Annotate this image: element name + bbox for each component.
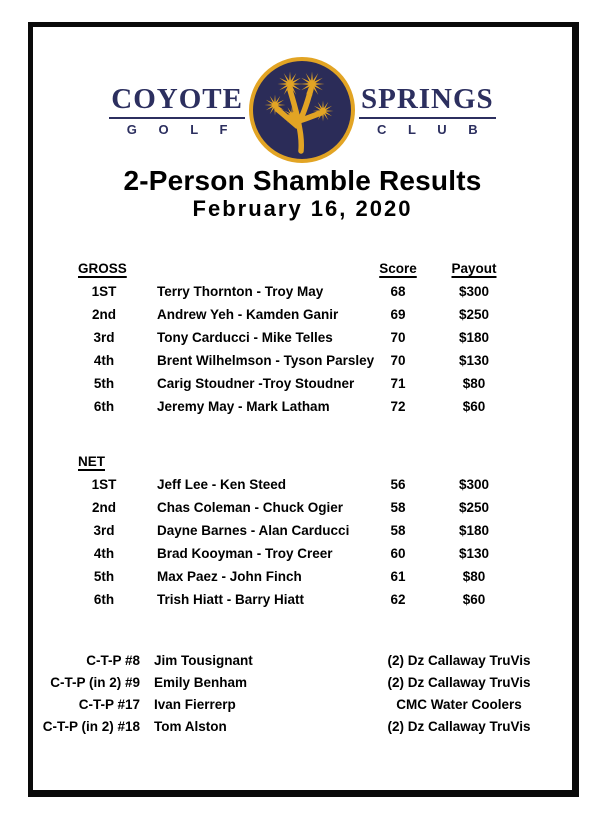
- team-cell: Trish Hiatt - Barry Hiatt: [157, 592, 305, 607]
- score-cell: 62: [390, 592, 406, 607]
- column-header-score: Score: [379, 261, 417, 276]
- score-cell: 71: [390, 376, 406, 391]
- team-cell: Andrew Yeh - Kamden Ganir: [157, 307, 339, 322]
- rank-cell: 1ST: [91, 477, 117, 492]
- section-label-net: NET: [78, 454, 105, 469]
- result-row: [33, 280, 572, 303]
- payout-cell: $250: [458, 307, 490, 322]
- rank-cell: 5th: [93, 376, 115, 391]
- ctp-row: [33, 715, 572, 737]
- score-cell: 61: [390, 569, 406, 584]
- logo-springs-text: SPRINGS: [359, 85, 496, 119]
- page-title: 2-Person Shamble Results: [123, 165, 482, 196]
- rank-cell: 5th: [93, 569, 115, 584]
- document-frame: [28, 22, 579, 797]
- ctp-row: [33, 693, 572, 715]
- team-cell: Terry Thornton - Troy May: [157, 284, 324, 299]
- logo-club-text: C L U B: [376, 121, 487, 137]
- ctp-label: C-T-P #17: [78, 696, 140, 712]
- rank-cell: 6th: [93, 592, 115, 607]
- result-row: [33, 349, 572, 372]
- ctp-label: C-T-P #8: [86, 652, 140, 668]
- team-cell: Jeremy May - Mark Latham: [157, 399, 330, 414]
- rank-cell: 3rd: [93, 523, 115, 538]
- rank-cell: 1ST: [91, 284, 117, 299]
- ctp-prize: (2) Dz Callaway TruVis: [387, 718, 531, 734]
- rank-cell: 2nd: [91, 307, 116, 322]
- ctp-label: C-T-P (in 2) #9: [50, 674, 140, 690]
- payout-cell: $130: [458, 353, 490, 368]
- rank-cell: 4th: [93, 353, 115, 368]
- team-cell: Brad Kooyman - Troy Creer: [157, 546, 333, 561]
- payout-cell: $300: [458, 477, 490, 492]
- payout-cell: $80: [462, 569, 486, 584]
- score-cell: 69: [390, 307, 406, 322]
- payout-cell: $180: [458, 330, 490, 345]
- result-row: [33, 473, 572, 496]
- result-row: [33, 303, 572, 326]
- team-cell: Chas Coleman - Chuck Ogier: [157, 500, 344, 515]
- section-label-gross: GROSS: [78, 261, 127, 276]
- score-cell: 70: [390, 330, 406, 345]
- result-row: [33, 395, 572, 418]
- ctp-section: [33, 649, 572, 737]
- ctp-player: Emily Benham: [154, 674, 248, 690]
- payout-cell: $250: [458, 500, 490, 515]
- team-cell: Tony Carducci - Mike Telles: [157, 330, 333, 345]
- ctp-prize: (2) Dz Callaway TruVis: [387, 674, 531, 690]
- result-row: [33, 326, 572, 349]
- team-cell: Brent Wilhelmson - Tyson Parsley: [157, 353, 375, 368]
- score-cell: 68: [390, 284, 406, 299]
- rank-cell: 2nd: [91, 500, 116, 515]
- ctp-player: Tom Alston: [154, 718, 227, 734]
- payout-cell: $130: [458, 546, 490, 561]
- team-cell: Max Paez - John Finch: [157, 569, 302, 584]
- ctp-row: [33, 671, 572, 693]
- result-row: [33, 519, 572, 542]
- logo-coyote-text: COYOTE: [109, 85, 245, 119]
- team-cell: Dayne Barnes - Alan Carducci: [157, 523, 350, 538]
- result-row: [33, 565, 572, 588]
- column-header-payout: Payout: [451, 261, 497, 276]
- score-cell: 70: [390, 353, 406, 368]
- result-row: [33, 542, 572, 565]
- ctp-player: Ivan Fierrerp: [154, 696, 236, 712]
- score-cell: 60: [390, 546, 406, 561]
- rank-cell: 3rd: [93, 330, 115, 345]
- score-cell: 72: [390, 399, 406, 414]
- club-emblem-icon: [248, 56, 356, 164]
- score-cell: 56: [390, 477, 406, 492]
- result-row: [33, 496, 572, 519]
- ctp-prize: CMC Water Coolers: [396, 696, 522, 712]
- ctp-row: [33, 649, 572, 671]
- logo-left-block: [109, 82, 245, 137]
- payout-cell: $300: [458, 284, 490, 299]
- payout-cell: $80: [462, 376, 486, 391]
- rank-cell: 4th: [93, 546, 115, 561]
- payout-cell: $180: [458, 523, 490, 538]
- result-row: [33, 588, 572, 611]
- rank-cell: 6th: [93, 399, 115, 414]
- ctp-prize: (2) Dz Callaway TruVis: [387, 652, 531, 668]
- club-logo: [33, 56, 572, 164]
- team-cell: Jeff Lee - Ken Steed: [157, 477, 287, 492]
- payout-cell: $60: [462, 592, 486, 607]
- joshua-tree-icon: [248, 56, 356, 164]
- event-date: February 16, 2020: [192, 196, 413, 221]
- team-cell: Carig Stoudner -Troy Stoudner: [157, 376, 355, 391]
- logo-right-block: [359, 82, 496, 137]
- result-row: [33, 372, 572, 395]
- payout-cell: $60: [462, 399, 486, 414]
- results-table: [33, 257, 572, 611]
- logo-golf-text: G O L F: [126, 121, 237, 137]
- net-header-row: [33, 450, 572, 473]
- score-cell: 58: [390, 523, 406, 538]
- gross-header-row: [33, 257, 572, 280]
- ctp-player: Jim Tousignant: [154, 652, 253, 668]
- score-cell: 58: [390, 500, 406, 515]
- ctp-label: C-T-P (in 2) #18: [42, 718, 140, 734]
